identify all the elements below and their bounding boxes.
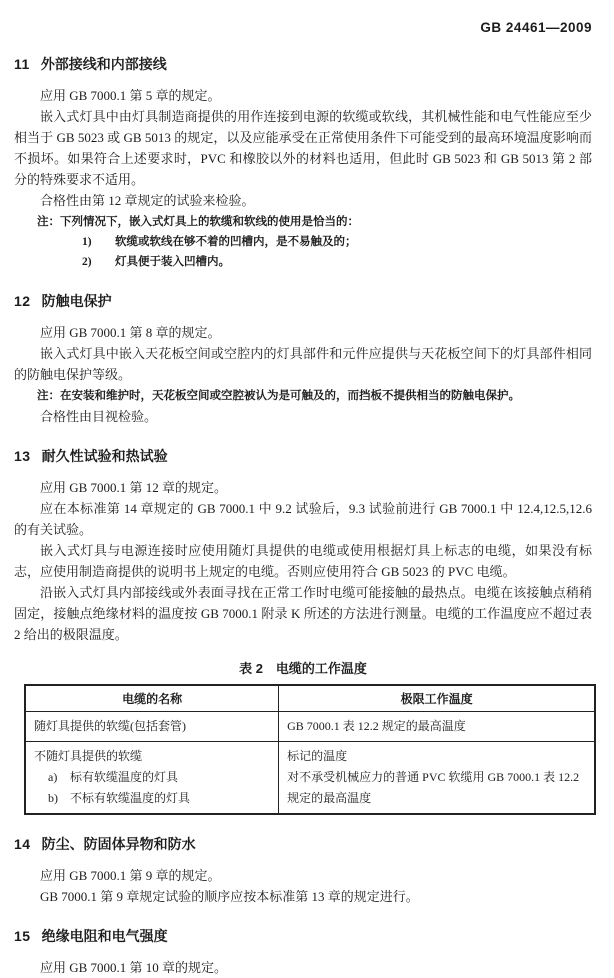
section-title: 外部接线和内部接线: [40, 56, 167, 72]
table-header-row: [25, 685, 595, 712]
paragraph: 合格性由目视检验。: [40, 409, 158, 424]
section-11-heading: [14, 54, 592, 74]
column-header-cable-name: 电缆的名称: [25, 685, 279, 712]
list-marker: b): [48, 791, 58, 805]
paragraph: 应用 GB 7000.1 第 8 章的规定。: [40, 325, 221, 340]
standard-code: GB 24461—2009: [480, 20, 592, 35]
document-header: [14, 20, 592, 35]
section-12-heading: [14, 291, 592, 311]
section-14: [14, 834, 592, 907]
list-marker: 2): [82, 256, 92, 268]
section-11: [14, 54, 592, 272]
column-header-limit-temp: 极限工作温度: [279, 685, 595, 712]
paragraph: 嵌入式灯具中嵌入天花板空间或空腔内的灯具部件和元件应提供与天花板空间下的灯具部件相同的防触电保护等级。: [14, 346, 592, 382]
table-sub-item: a) 标有软缆温度的灯具: [34, 767, 270, 788]
note-item-text: 软缆或软线在够不着的凹槽内，是不易触及的；: [115, 236, 357, 248]
list-marker: a): [48, 770, 58, 784]
table-cell-limit-temp: GB 7000.1 表 12.2 规定的最高温度: [279, 712, 595, 742]
note: 注：下列情况下，嵌入式灯具上的软缆和软线的使用是恰当的：: [37, 216, 359, 228]
table-row: [25, 742, 595, 815]
section-13-heading: [14, 446, 592, 466]
table-cell-cable-name: 不随灯具提供的软缆 a) 标有软缆温度的灯具 b) 不标有软缆温度的灯具: [25, 742, 279, 815]
paragraph: 嵌入式灯具中由灯具制造商提供的用作连接到电源的软缆或软线，其机械性能和电气性能应至少相当于 GB 5023 或 GB 5013 的规定，以及应能承受在正常使用条件下可能受到的最高环境温度影响而不损坏。如果符合上述要求时，PVC 和橡胶以外的材料也适用，但此时 GB 5023 和 GB 5013 第 2 部分的特殊要求不适用。: [14, 109, 592, 187]
table-row: [25, 712, 595, 742]
table-sub-item: b) 不标有软缆温度的灯具: [34, 788, 270, 809]
cable-working-temperature-table: [24, 684, 596, 815]
section-title: 防触电保护: [41, 293, 112, 309]
table-cell-cable-name: 随灯具提供的软缆(包括套管): [25, 712, 279, 742]
section-12: [14, 291, 592, 427]
list-marker: 1): [82, 236, 92, 248]
section-title: 防尘、防固体异物和防水: [41, 836, 196, 852]
paragraph: 应用 GB 7000.1 第 10 章的规定。: [40, 960, 228, 975]
paragraph: 应用 GB 7000.1 第 5 章的规定。: [40, 88, 221, 103]
paragraph: 应用 GB 7000.1 第 12 章的规定。: [40, 480, 228, 495]
section-15: [14, 926, 592, 978]
section-14-heading: [14, 834, 592, 854]
paragraph: GB 7000.1 第 9 章规定试验的顺序应按本标准第 13 章的规定进行。: [40, 889, 419, 904]
note-item: [14, 232, 592, 252]
paragraph: 沿嵌入式灯具内部接线或外表面寻找在正常工作时电缆可能接触的最热点。电缆在该接触点稍稍固定，接触点绝缘材料的温度按 GB 7000.1 附录 K 所述的方法进行测量。电缆的工作温度应不超过表 2 给出的极限温度。: [14, 585, 592, 642]
paragraph: 合格性由第 12 章规定的试验来检验。: [40, 193, 255, 208]
table-caption: 表 2 电缆的工作温度: [239, 661, 367, 676]
note-item-text: 灯具便于装入凹槽内。: [115, 256, 230, 268]
paragraph: 应用 GB 7000.1 第 9 章的规定。: [40, 868, 221, 883]
note: 注：在安装和维护时，天花板空间或空腔被认为是可触及的，而挡板不提供相当的防触电保护。: [37, 390, 520, 402]
note-item: [14, 252, 592, 272]
paragraph: 应在本标准第 14 章规定的 GB 7000.1 中 9.2 试验后，9.3 试验前进行 GB 7000.1 中 12.4,12.5,12.6 的有关试验。: [14, 501, 592, 537]
section-number: 15: [14, 928, 31, 944]
section-title: 耐久性试验和热试验: [41, 448, 168, 464]
section-number: 13: [14, 448, 31, 464]
section-title: 绝缘电阻和电气强度: [41, 928, 168, 944]
section-15-heading: [14, 926, 592, 946]
section-number: 12: [14, 293, 31, 309]
table-cell-limit-temp: 标记的温度 对不承受机械应力的普通 PVC 软缆用 GB 7000.1 表 12.2 规定的最高温度: [279, 742, 595, 815]
section-number: 14: [14, 836, 31, 852]
section-number: 11: [14, 56, 30, 72]
section-13: [14, 446, 592, 815]
paragraph: 嵌入式灯具与电源连接时应使用随灯具提供的电缆或使用根据灯具上标志的电缆，如果没有标志，应使用制造商提供的说明书上规定的电缆。否则应使用符合 GB 5023 的 PVC 电缆。: [14, 543, 592, 579]
